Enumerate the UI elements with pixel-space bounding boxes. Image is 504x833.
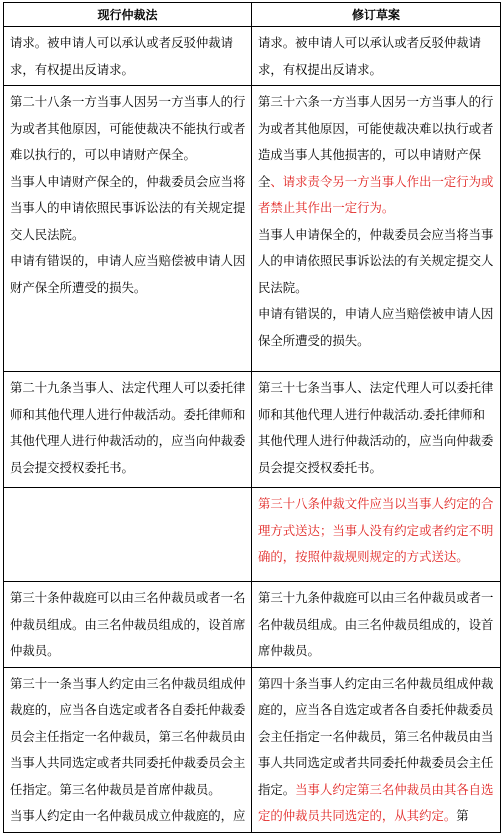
draft-text: 第三十六条一方当事人因另一方当事人的行为或者其他原因，可能使裁决难以执行或者造成当事人其他损害的，可以申请财产保全 — [258, 94, 494, 189]
draft-text: 第三十九条仲裁庭可以由三名仲裁员或者一名仲裁员组成。由三名仲裁员组成的，设首席仲裁员。 — [258, 590, 494, 658]
comparison-table — [3, 2, 501, 833]
revision-draft-paragraph — [258, 30, 497, 83]
current-law-paragraph: 第三十条仲裁庭可以由三名仲裁员或者一名仲裁员组成。由三名仲裁员组成的，设首席仲裁员。 — [10, 590, 246, 658]
revision-draft-paragraph — [258, 671, 497, 830]
current-law-paragraph: 第二十九条当事人、法定代理人可以委托律师和其他代理人进行仲裁活动。委托律师和其他代理人进行仲裁活动的，应当向仲裁委员会提交授权委托书。 — [10, 380, 246, 475]
revision-draft-paragraph — [258, 222, 497, 302]
comparison-table-page — [3, 2, 500, 833]
table-header-row — [4, 3, 501, 27]
revision-draft-paragraph — [258, 89, 497, 222]
current-law-cell — [4, 86, 252, 372]
revision-draft-cell — [252, 488, 501, 582]
revised-text-highlight: 当事人约定第三名仲裁员由其各自选定的仲裁员共同选定的，从其约定。 — [258, 781, 494, 823]
draft-text: 第三十七条当事人、法定代理人可以委托律师和其他代理人进行仲裁活动.委托律师和其他代理人进行仲裁活动的，应当向仲裁委员会提交授权委托书。 — [258, 380, 494, 475]
revision-draft-cell — [252, 27, 501, 86]
revision-draft-cell — [252, 667, 501, 832]
table-body — [4, 27, 501, 833]
revision-draft-cell — [252, 86, 501, 372]
revision-draft-cell — [252, 582, 501, 668]
header-revision-draft: 修订草案 — [252, 3, 501, 27]
current-law-cell — [4, 667, 252, 832]
current-law-paragraph: 当事人约定由一名仲裁员成立仲裁庭的，应 — [10, 808, 246, 823]
draft-text: 第四十条当事人约定由三名仲裁员组成仲裁庭的，应当各自选定或者各自委托仲裁委员会主任指定一名仲裁员，第三名仲裁员由当事人共同选定或者共同委托仲裁委员会主任指定。 — [258, 675, 494, 797]
draft-text: 请求。被申请人可以承认或者反驳仲裁请求，有权提出反请求。 — [258, 35, 482, 77]
draft-text: 当事人申请保全的，仲裁委员会应当将当事人的申请依照民事诉讼法的有关规定提交人民法院。 — [258, 226, 494, 295]
revised-text-highlight: 、请求责令另一方当事人作出一定行为或者禁止其作出一定行为。 — [258, 173, 494, 215]
revised-text-highlight: 第三十八条仲裁文件应当以当事人约定的合理方式送达；当事人没有约定或者约定不明确的，按照仲裁规则规定的方式送达。 — [258, 496, 494, 564]
table-row — [4, 372, 501, 488]
revision-draft-paragraph — [258, 301, 497, 354]
current-law-paragraph: 申请有错误的，申请人应当赔偿被申请人因财产保全所遭受的损失。 — [10, 253, 246, 295]
current-law-cell — [4, 27, 252, 86]
current-law-paragraph: 请求。被申请人可以承认或者反驳仲裁请求，有权提出反请求。 — [10, 35, 234, 77]
draft-text: 第 — [456, 808, 469, 823]
draft-text: 申请有错误的，申请人应当赔偿被申请人因保全所遭受的损失。 — [258, 306, 494, 348]
table-row — [4, 488, 501, 582]
header-current-law: 现行仲裁法 — [4, 3, 252, 27]
revision-draft-cell — [252, 372, 501, 488]
current-law-cell — [4, 582, 252, 668]
revision-draft-paragraph — [258, 375, 497, 481]
current-law-paragraph: 第二十八条一方当事人因另一方当事人的行为或者其他原因，可能使裁决不能执行或者难以执行的，可以申请财产保全。 — [10, 94, 246, 162]
revision-draft-paragraph — [258, 491, 497, 571]
current-law-cell — [4, 372, 252, 488]
current-law-paragraph: 第三十一条当事人约定由三名仲裁员组成仲裁庭的，应当各自选定或者各自委托仲裁委员会主任指定一名仲裁员，第三名仲裁员由当事人共同选定或者共同委托仲裁委员会主任指定。第三名仲裁员是首席仲裁员。 — [10, 675, 246, 797]
revision-draft-paragraph — [258, 585, 497, 665]
table-row — [4, 86, 501, 372]
table-row — [4, 667, 501, 832]
current-law-cell — [4, 488, 252, 582]
current-law-paragraph: 当事人申请财产保全的，仲裁委员会应当将当事人的申请依照民事诉讼法的有关规定提交人民法院。 — [10, 173, 246, 242]
table-row — [4, 27, 501, 86]
table-row — [4, 582, 501, 668]
